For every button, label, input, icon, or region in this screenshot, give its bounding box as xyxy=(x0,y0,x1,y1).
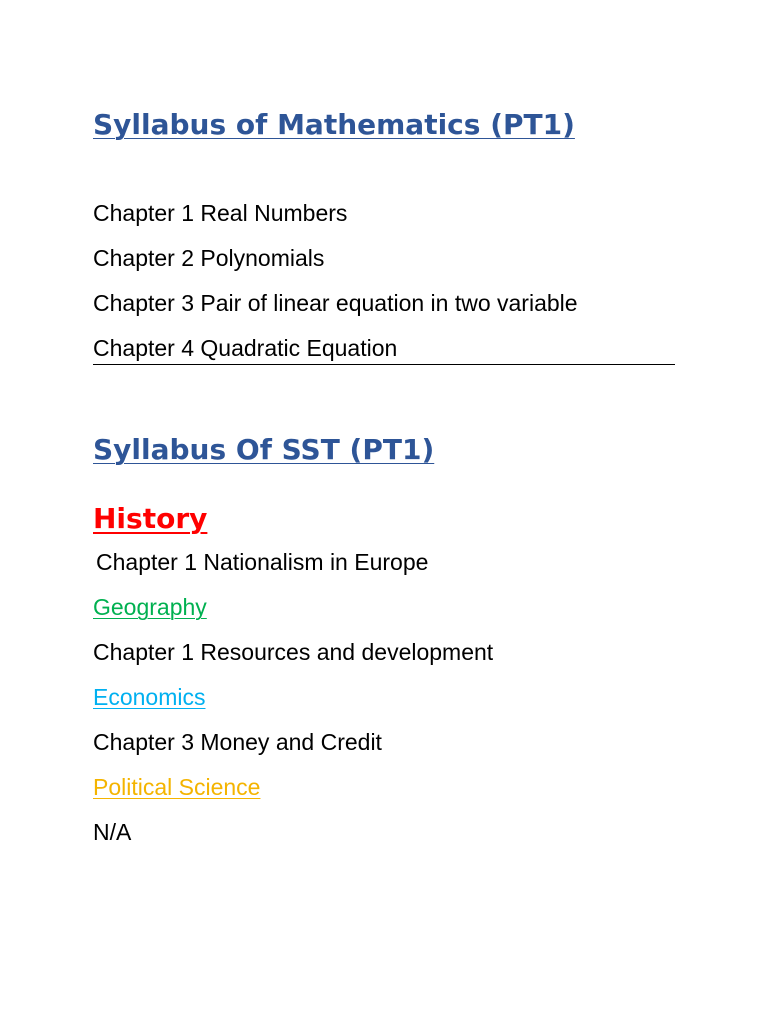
geography-label: Geography xyxy=(93,594,207,620)
math-syllabus-title: Syllabus of Mathematics (PT1) xyxy=(93,108,575,141)
geography-content: Chapter 1 Resources and development xyxy=(93,639,494,665)
math-chapter-2: Chapter 2 Polynomials xyxy=(93,245,325,271)
sst-syllabus-title: Syllabus Of SST (PT1) xyxy=(93,433,435,466)
section-divider xyxy=(93,364,675,365)
economics-label: Economics xyxy=(93,684,206,710)
math-chapter-1: Chapter 1 Real Numbers xyxy=(93,200,348,226)
economics-content: Chapter 3 Money and Credit xyxy=(93,729,382,755)
math-chapter-3: Chapter 3 Pair of linear equation in two variable xyxy=(93,290,578,316)
political-science-content: N/A xyxy=(93,819,132,845)
history-label: History xyxy=(93,502,208,535)
math-chapter-4: Chapter 4 Quadratic Equation xyxy=(93,335,398,361)
history-content: Chapter 1 Nationalism in Europe xyxy=(96,549,429,575)
political-science-label: Political Science xyxy=(93,774,261,800)
